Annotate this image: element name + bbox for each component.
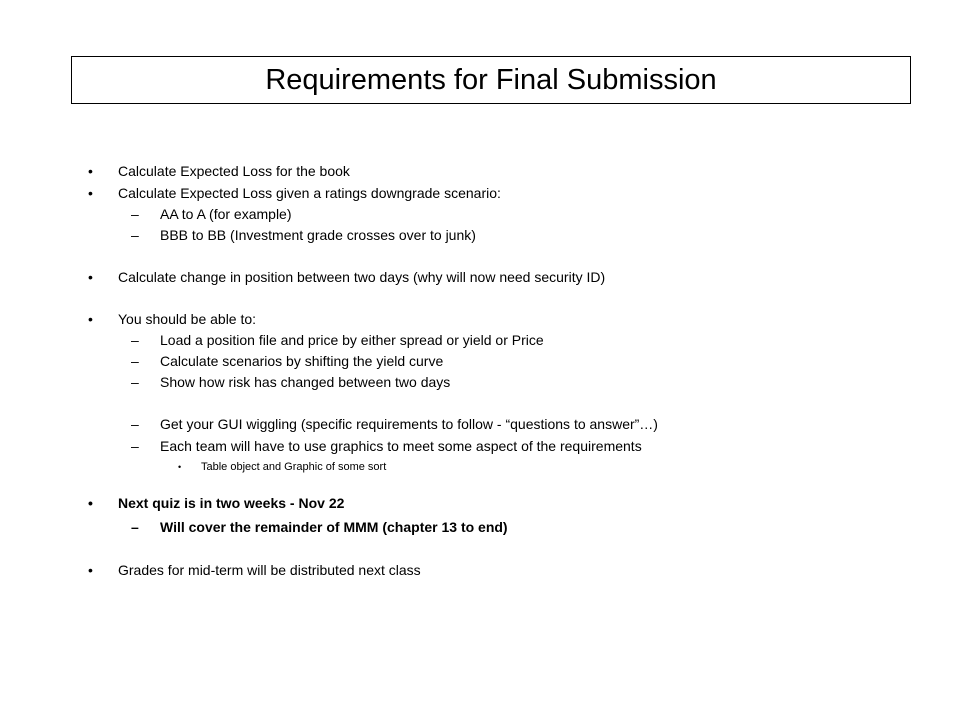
bullet-icon: •	[88, 311, 93, 327]
dash-icon: –	[131, 416, 139, 432]
dash-icon: –	[131, 227, 139, 243]
sub-bullet-text: BBB to BB (Investment grade crosses over to junk)	[160, 227, 476, 243]
bullet-text: Calculate change in position between two days (why will now need security ID)	[118, 269, 606, 285]
bullet-text: Grades for mid-term will be distributed next class	[118, 562, 421, 578]
sub-bullet-text: Calculate scenarios by shifting the yield curve	[160, 353, 444, 369]
bullet-icon: •	[88, 163, 93, 179]
bullet-text: Calculate Expected Loss for the book	[118, 163, 350, 179]
sub-bullet-text: Each team will have to use graphics to meet some aspect of the requirements	[160, 438, 642, 454]
slide-title: Requirements for Final Submission	[265, 63, 717, 96]
bullet-icon: •	[88, 495, 93, 511]
dash-icon: –	[131, 374, 139, 390]
bullet-text: Calculate Expected Loss given a ratings downgrade scenario:	[118, 185, 501, 201]
sub-bullet-text: Load a position file and price by either spread or yield or Price	[160, 332, 544, 348]
dash-icon: –	[131, 206, 139, 222]
dash-icon: –	[131, 519, 139, 535]
dash-icon: –	[131, 332, 139, 348]
bullet-icon: •	[88, 185, 93, 201]
dash-icon: –	[131, 438, 139, 454]
sub-bullet-text: Show how risk has changed between two days	[160, 374, 451, 390]
sub-bullet-text: AA to A (for example)	[160, 206, 292, 222]
dash-icon: –	[131, 353, 139, 369]
sub-sub-bullet-text: Table object and Graphic of some sort	[201, 461, 387, 473]
bullet-text: Next quiz is in two weeks - Nov 22	[118, 495, 345, 511]
bullet-text: You should be able to:	[118, 311, 257, 327]
bullet-icon: •	[88, 269, 93, 285]
bullet-icon: •	[178, 462, 182, 472]
bullet-icon: •	[88, 562, 93, 578]
sub-bullet-text: Get your GUI wiggling (specific requirements to follow - “questions to answer”…)	[160, 416, 658, 432]
sub-bullet-text: Will cover the remainder of MMM (chapter 13 to end)	[160, 519, 508, 535]
